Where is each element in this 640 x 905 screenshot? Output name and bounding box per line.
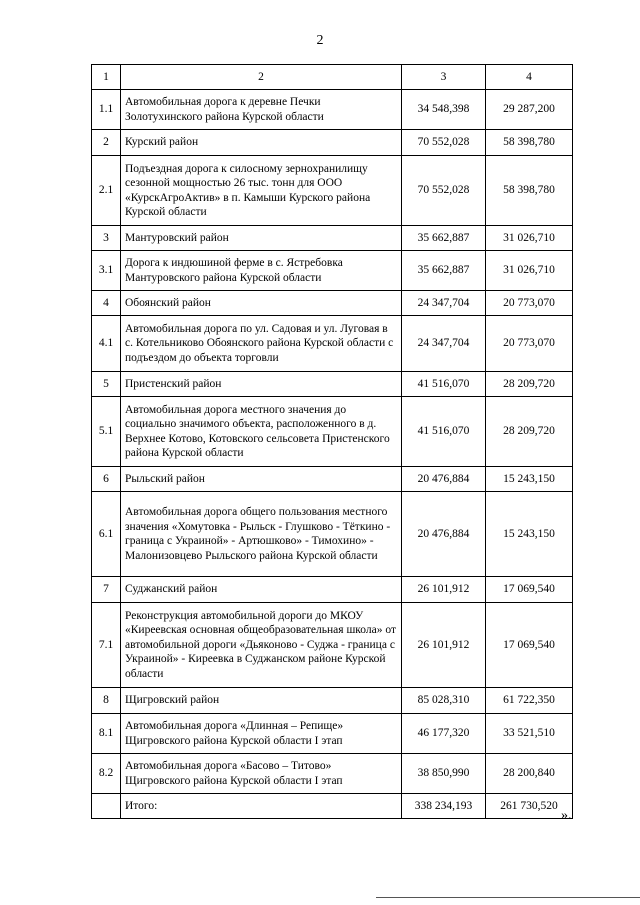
total-value-col3: 338 234,193 bbox=[402, 794, 486, 819]
table-row bbox=[92, 577, 573, 603]
row-value-col3: 26 101,912 bbox=[402, 603, 486, 688]
row-name: Суджанский район bbox=[121, 577, 402, 603]
header-cell: 1 bbox=[92, 65, 121, 90]
row-number: 8.2 bbox=[92, 754, 121, 794]
table-row bbox=[92, 251, 573, 291]
table-row bbox=[92, 226, 573, 251]
data-table bbox=[91, 64, 573, 819]
row-value-col3: 85 028,310 bbox=[402, 688, 486, 714]
table-row bbox=[92, 467, 573, 492]
page-number: 2 bbox=[316, 33, 324, 48]
row-name: Дорога к индюшиной ферме в с. Ястребовка Мантуровского района Курской области bbox=[121, 251, 402, 291]
row-number: 5 bbox=[92, 372, 121, 397]
row-number: 8 bbox=[92, 688, 121, 714]
row-value-col4: 33 521,510 bbox=[486, 714, 573, 754]
table-row bbox=[92, 603, 573, 688]
closing-quote-mark: ». bbox=[561, 808, 572, 823]
row-value-col4: 17 069,540 bbox=[486, 577, 573, 603]
row-value-col3: 20 476,884 bbox=[402, 467, 486, 492]
row-number: 6.1 bbox=[92, 492, 121, 577]
row-value-col3: 46 177,320 bbox=[402, 714, 486, 754]
row-value-col4: 15 243,150 bbox=[486, 467, 573, 492]
table-row bbox=[92, 397, 573, 467]
row-value-col4: 28 209,720 bbox=[486, 397, 573, 467]
row-number: 7 bbox=[92, 577, 121, 603]
row-value-col4: 31 026,710 bbox=[486, 226, 573, 251]
row-value-col3: 34 548,398 bbox=[402, 90, 486, 130]
row-value-col4: 20 773,070 bbox=[486, 316, 573, 372]
total-value-col4: 261 730,520 bbox=[486, 794, 573, 819]
row-number: 3 bbox=[92, 226, 121, 251]
row-value-col4: 28 200,840 bbox=[486, 754, 573, 794]
header-cell: 3 bbox=[402, 65, 486, 90]
row-name: Автомобильная дорога «Длинная – Репище» Щигровского района Курской области I этап bbox=[121, 714, 402, 754]
row-value-col4: 61 722,350 bbox=[486, 688, 573, 714]
row-value-col4: 58 398,780 bbox=[486, 156, 573, 226]
row-name: Автомобильная дорога общего пользования местного значения «Хомутовка - Рыльск - Глушково - Тёткино - граница с Украиной» - Артюшково» - Тимохино» - Малонизовцево Рыльского района Курской области bbox=[121, 492, 402, 577]
row-value-col3: 70 552,028 bbox=[402, 130, 486, 156]
row-name: Рыльский район bbox=[121, 467, 402, 492]
row-name: Мантуровский район bbox=[121, 226, 402, 251]
table-row bbox=[92, 316, 573, 372]
row-number: 6 bbox=[92, 467, 121, 492]
row-name: Автомобильная дорога по ул. Садовая и ул. Луговая в с. Котельниково Обоянского района Курской области с подъездом до объекта торговли bbox=[121, 316, 402, 372]
row-value-col4: 31 026,710 bbox=[486, 251, 573, 291]
row-value-col3: 70 552,028 bbox=[402, 156, 486, 226]
row-value-col4: 58 398,780 bbox=[486, 130, 573, 156]
row-number: 2 bbox=[92, 130, 121, 156]
row-name: Подъездная дорога к силосному зернохранилищу сезонной мощностью 26 тыс. тонн для ООО «КурскАгроАктив» в п. Камыши Курского района Курской области bbox=[121, 156, 402, 226]
table-row bbox=[92, 291, 573, 316]
row-number: 4.1 bbox=[92, 316, 121, 372]
row-name: Курский район bbox=[121, 130, 402, 156]
table-row bbox=[92, 130, 573, 156]
header-cell: 4 bbox=[486, 65, 573, 90]
header-cell: 2 bbox=[121, 65, 402, 90]
table-row bbox=[92, 492, 573, 577]
table-row bbox=[92, 714, 573, 754]
row-number: 4 bbox=[92, 291, 121, 316]
row-name: Пристенский район bbox=[121, 372, 402, 397]
row-number: 7.1 bbox=[92, 603, 121, 688]
table-row bbox=[92, 688, 573, 714]
row-value-col4: 17 069,540 bbox=[486, 603, 573, 688]
total-number bbox=[92, 794, 121, 819]
row-number: 5.1 bbox=[92, 397, 121, 467]
row-value-col3: 26 101,912 bbox=[402, 577, 486, 603]
row-name: Автомобильная дорога местного значения до социально значимого объекта, расположенного в д. Верхнее Котово, Котовского сельсовета Пристенского района Курской области bbox=[121, 397, 402, 467]
row-value-col3: 41 516,070 bbox=[402, 372, 486, 397]
table-total-row bbox=[92, 794, 573, 819]
row-value-col3: 41 516,070 bbox=[402, 397, 486, 467]
row-value-col3: 35 662,887 bbox=[402, 251, 486, 291]
table-header-row bbox=[92, 65, 573, 90]
row-name: Автомобильная дорога «Басово – Титово» Щигровского района Курской области I этап bbox=[121, 754, 402, 794]
row-number: 1.1 bbox=[92, 90, 121, 130]
row-value-col3: 20 476,884 bbox=[402, 492, 486, 577]
row-value-col3: 24 347,704 bbox=[402, 316, 486, 372]
table-row bbox=[92, 90, 573, 130]
row-name: Обоянский район bbox=[121, 291, 402, 316]
table-row bbox=[92, 372, 573, 397]
row-name: Щигровский район bbox=[121, 688, 402, 714]
row-number: 8.1 bbox=[92, 714, 121, 754]
row-name: Автомобильная дорога к деревне Печки Золотухинского района Курской области bbox=[121, 90, 402, 130]
table-row bbox=[92, 754, 573, 794]
row-value-col3: 24 347,704 bbox=[402, 291, 486, 316]
table-row bbox=[92, 156, 573, 226]
row-value-col3: 38 850,990 bbox=[402, 754, 486, 794]
row-value-col4: 28 209,720 bbox=[486, 372, 573, 397]
total-label: Итого: bbox=[121, 794, 402, 819]
row-number: 2.1 bbox=[92, 156, 121, 226]
row-value-col4: 15 243,150 bbox=[486, 492, 573, 577]
row-value-col4: 20 773,070 bbox=[486, 291, 573, 316]
row-number: 3.1 bbox=[92, 251, 121, 291]
row-name: Реконструкция автомобильной дороги до МКОУ «Киреевская основная общеобразовательная школа» от автомобильной дороги «Дьяконово - Суджа - граница с Украиной» - Киреевка в Суджанском районе Курской области bbox=[121, 603, 402, 688]
row-value-col4: 29 287,200 bbox=[486, 90, 573, 130]
footer-divider bbox=[376, 897, 640, 898]
row-value-col3: 35 662,887 bbox=[402, 226, 486, 251]
